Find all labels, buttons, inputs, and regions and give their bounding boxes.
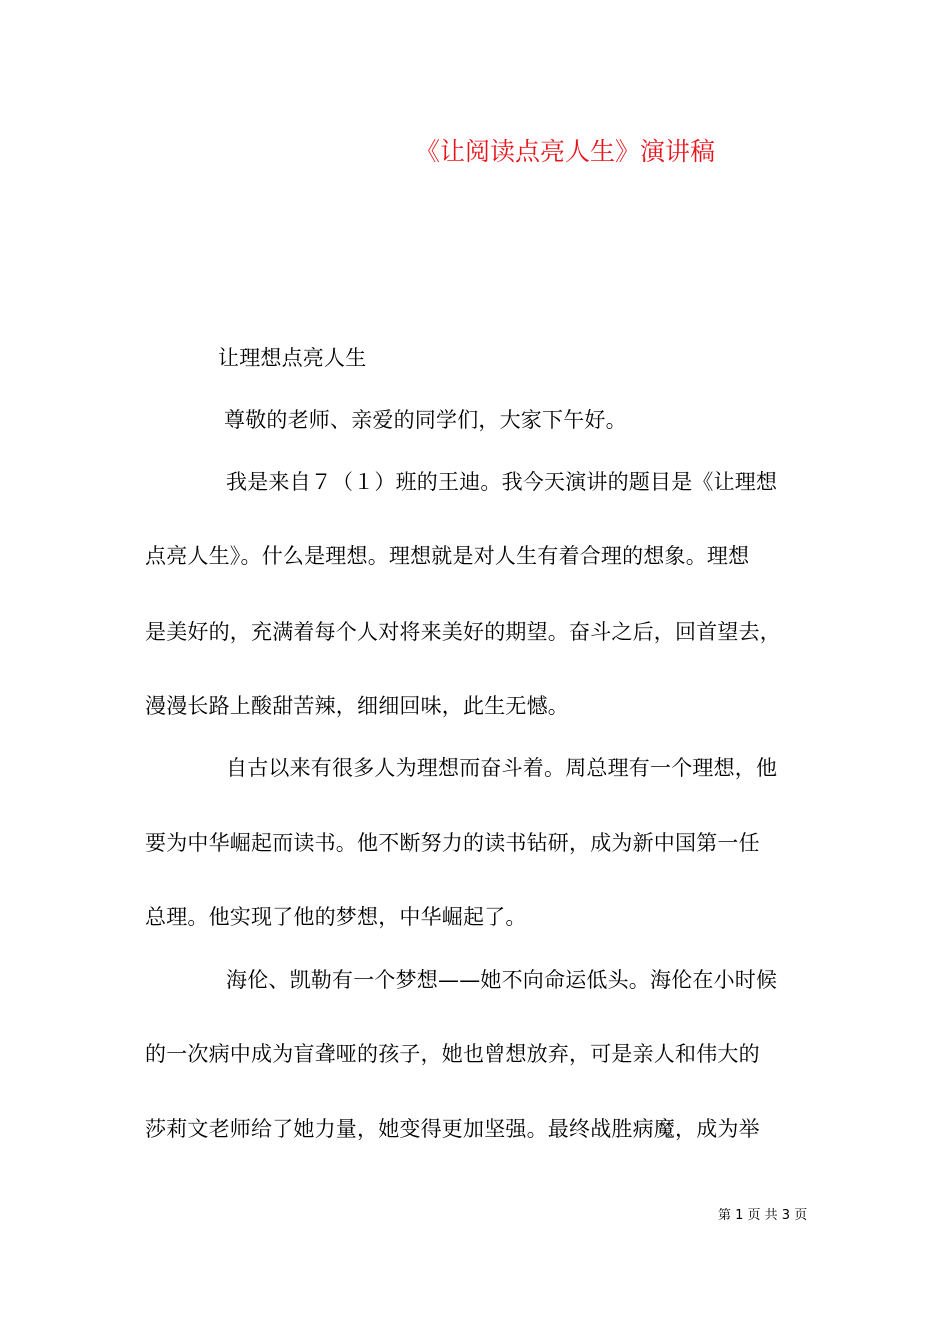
- document-title: 《让阅读点亮人生》演讲稿: [414, 137, 715, 166]
- paragraph-line: 是美好的，充满着每个人对将来美好的期望。奋斗之后，回首望去，: [145, 620, 781, 644]
- paragraph-line: 尊敬的老师、亲爱的同学们，大家下午好。: [224, 408, 627, 432]
- paragraph-line: 的一次病中成为盲聋哑的孩子，她也曾想放弃，可是亲人和伟大的: [145, 1042, 760, 1066]
- paragraph-line: 莎莉文老师给了她力量，她变得更加坚强。最终战胜病魔，成为举: [145, 1117, 760, 1141]
- paragraph-line: 海伦、凯勒有一个梦想——她不向命运低头。海伦在小时候: [226, 968, 778, 992]
- paragraph-line: 总理。他实现了他的梦想，中华崛起了。: [145, 905, 527, 929]
- paragraph-line: 要为中华崛起而读书。他不断努力的读书钻研，成为新中国第一任: [145, 831, 760, 855]
- paragraph-line: 自古以来有很多人为理想而奋斗着。周总理有一个理想，他: [226, 756, 778, 780]
- page-footer: 第 1 页 共 3 页: [718, 1208, 808, 1223]
- section-heading: 让理想点亮人生: [218, 346, 367, 370]
- paragraph-line: 点亮人生》。什么是理想。理想就是对人生有着合理的想象。理想: [145, 544, 750, 568]
- paragraph-line: 我是来自７（１）班的王迪。我今天演讲的题目是《让理想: [226, 470, 778, 494]
- paragraph-line: 漫漫长路上酸甜苦辣，细细回味，此生无憾。: [145, 694, 569, 718]
